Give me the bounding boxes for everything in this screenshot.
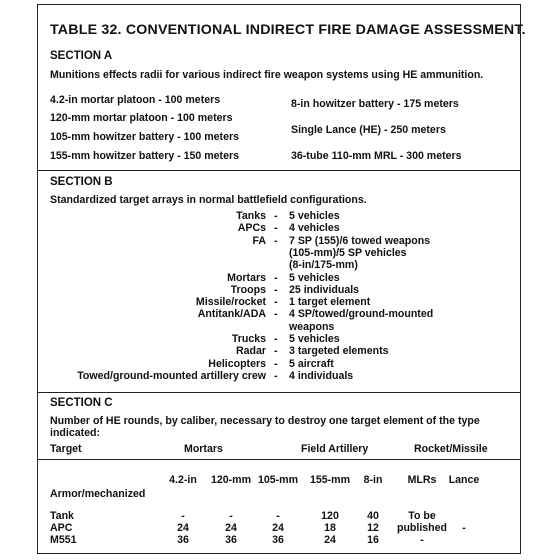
target-array-value: 5 vehicles — [289, 271, 340, 284]
column-subheader: 4.2-in — [169, 474, 197, 486]
table-cell: 12 — [367, 522, 379, 534]
section-a-right-item: Single Lance (HE) - 250 meters — [291, 124, 446, 136]
target-array-dash: - — [274, 222, 278, 235]
table-cell: 18 — [324, 522, 336, 534]
target-array-label: FA — [252, 234, 266, 247]
section-a-left-item: 105-mm howitzer battery - 100 meters — [50, 131, 239, 143]
target-array-dash: - — [274, 308, 278, 321]
target-array-dash: - — [274, 369, 278, 382]
target-array-value: 4 SP/towed/ground-mounted — [289, 308, 434, 321]
target-array-dash: - — [274, 345, 278, 358]
column-subheader: 155-mm — [309, 474, 351, 486]
section-c-description-cont: indicated: — [50, 427, 101, 439]
target-array-label: Tanks — [236, 210, 266, 222]
target-array-value: 25 individuals — [289, 283, 360, 296]
table-cell: 120 — [321, 510, 339, 522]
target-array-dash: - — [274, 357, 278, 370]
section-c-description: Number of HE rounds, by caliber, necessary to destroy one target element of the type — [50, 415, 480, 427]
target-array-value: weapons — [289, 320, 335, 333]
section-a-left-item: 4.2-in mortar platoon - 100 meters — [50, 94, 221, 106]
column-header-field-artillery: Field Artillery — [301, 443, 369, 455]
target-array-dash: - — [274, 296, 278, 309]
table-cell: 40 — [367, 510, 379, 522]
table-cell: 36 — [272, 534, 284, 546]
table-cell: 24 — [225, 522, 237, 534]
column-subheader: Lance — [448, 474, 480, 486]
target-array-dash: - — [274, 333, 278, 345]
target-array-label: Trucks — [231, 333, 266, 345]
target-array-label: APCs — [237, 222, 266, 235]
table-cell: 36 — [225, 534, 237, 546]
target-array-value: 3 targeted elements — [289, 345, 389, 358]
column-header-target: Target — [50, 443, 82, 455]
column-subheader: 105-mm — [257, 474, 299, 486]
category-label: Armor/mechanized — [50, 488, 146, 500]
target-array-label: Radar — [235, 345, 266, 358]
table-cell: - — [276, 510, 280, 522]
target-array-value: 5 vehicles — [289, 333, 340, 345]
section-divider — [38, 170, 520, 171]
target-array-value: 4 vehicles — [289, 222, 340, 235]
target-array-value: (105-mm)/5 SP vehicles — [289, 246, 407, 259]
table-row-label: Tank — [50, 510, 74, 522]
table-cell: published — [396, 522, 448, 534]
table-cell: - — [181, 510, 185, 522]
section-a-heading: SECTION A — [50, 50, 113, 62]
table-cell: 16 — [367, 534, 379, 546]
table-cell: 24 — [324, 534, 336, 546]
column-header-rocket-missile: Rocket/Missile — [414, 443, 488, 455]
column-subheader: MLRs — [407, 474, 437, 486]
target-array-label: Antitank/ADA — [197, 308, 266, 321]
table-cell: 24 — [272, 522, 284, 534]
header-rule — [38, 459, 520, 460]
section-a-right-item: 8-in howitzer battery - 175 meters — [291, 98, 459, 110]
section-b-heading: SECTION B — [50, 176, 113, 188]
target-array-label: Helicopters — [208, 357, 266, 370]
section-b-description: Standardized target arrays in normal battlefield configurations. — [50, 194, 367, 206]
table-title: TABLE 32. CONVENTIONAL INDIRECT FIRE DAMAGE ASSESSMENT. — [50, 22, 526, 38]
section-a-left-item: 155-mm howitzer battery - 150 meters — [50, 150, 239, 162]
column-subheader: 120-mm — [210, 474, 252, 486]
section-c-heading: SECTION C — [50, 397, 113, 409]
table-row-label: M551 — [50, 534, 77, 546]
target-array-dash: - — [274, 271, 278, 284]
table-cell: - — [229, 510, 233, 522]
target-array-label: Troops — [230, 283, 266, 296]
target-array-value: (8-in/175-mm) — [289, 259, 358, 272]
table-frame — [37, 4, 526, 554]
column-subheader: 8-in — [363, 474, 383, 486]
section-a-right-item: 36-tube 110-mm MRL - 300 meters — [291, 150, 462, 162]
table-cell: 24 — [177, 522, 189, 534]
section-divider — [38, 392, 520, 393]
table-cell: To be — [408, 510, 436, 522]
table-row-label: APC — [50, 522, 73, 534]
section-a-description: Munitions effects radii for various indirect fire weapon systems using HE ammunition. — [50, 69, 484, 81]
target-array-value: 5 vehicles — [289, 210, 340, 222]
column-header-mortars: Mortars — [184, 443, 223, 455]
target-array-dash: - — [274, 283, 278, 296]
target-array-value: 5 aircraft — [289, 357, 334, 370]
target-array-value: 4 individuals — [289, 369, 354, 382]
target-array-label: Missile/rocket — [195, 296, 266, 309]
target-array-dash: - — [274, 234, 278, 247]
target-array-value: 1 target element — [289, 296, 371, 309]
section-a-left-item: 120-mm mortar platoon - 100 meters — [50, 112, 233, 124]
table-cell: 36 — [177, 534, 189, 546]
target-array-label: Mortars — [227, 271, 266, 284]
target-array-label: Towed/ground-mounted artillery crew — [77, 369, 266, 382]
table-cell: - — [420, 534, 424, 546]
target-array-value: 7 SP (155)/6 towed weapons — [289, 234, 431, 247]
target-array-dash: - — [274, 210, 278, 222]
table-cell: - — [462, 522, 466, 534]
